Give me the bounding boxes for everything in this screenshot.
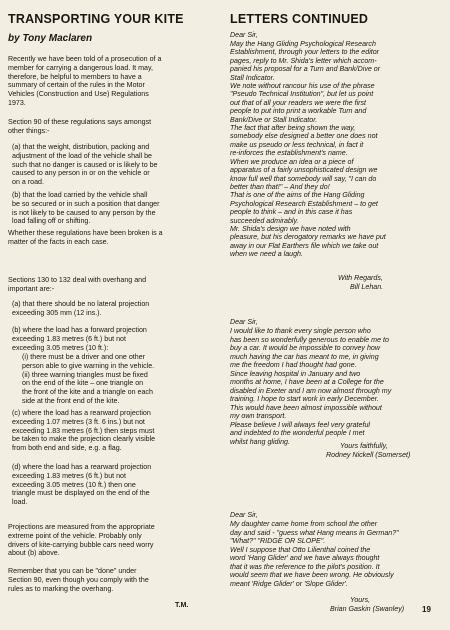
author-initials: T.M. xyxy=(175,601,189,609)
letter-3-closing: Yours, xyxy=(350,596,371,604)
paragraph-overhang-b: (b) where the load has a forward projection exceeding 1.83 metres (6 ft.) but not exceeding 3.05 metres (10 ft.): xyxy=(12,326,147,352)
letter-2-salutation: Dear Sir, xyxy=(230,318,258,326)
article-title: TRANSPORTING YOUR KITE xyxy=(8,12,184,26)
paragraph-overhang-d: (d) where the load has a rearward projection exceeding 1.83 metres (6 ft.) but not exceeding 3.05 metres (10 ft.) then one triangle must be displayed on the end of the load. xyxy=(12,463,152,507)
letter-2-signature: Rodney Nickell (Somerset) xyxy=(326,451,411,459)
paragraph-overhang-c: (c) where the load has a rearward projection exceeding 1.07 metres (3 ft. 6 ins.) but not exceeding 1.83 metres (6 ft.) then steps must be taken to make the projection clearly visible from both end and side, e.g. a flag. xyxy=(12,409,156,453)
letter-3-signature: Brian Gaskin (Swanley) xyxy=(330,605,405,613)
letter-3-salutation: Dear Sir, xyxy=(230,511,258,519)
paragraph-rule-a: (a) that the weight, distribution, packing and adjustment of the load of the vehicle shall be such that no danger is caused or is likely to be caused to any person in or on the vehicle or on a road. xyxy=(12,143,158,187)
letter-3-body: My daughter came home from school the other day and said - "guess what Hang means in German?" "What?" "RIDGE OR SLOPE". Well I suppose that Otto Lilienthal coined the word 'Hang Glider' and we have always thought that it was the reference to the pilot's position. It would seem that we have been wrong. He obviously meant 'Ridge Glider' or 'Slope Glider'. xyxy=(230,520,399,588)
page-number: 19 xyxy=(422,605,431,614)
paragraph-intro: Recently we have been told of a prosecution of a member for carrying a dangerous load. It may, therefore, be helpful to members to have a summary of certain of the rules in the Motor Vehicles (Construction and Use) Regulations 1973. xyxy=(8,55,162,107)
paragraph-overhang-b-items: (i) there must be a driver and one other person able to give warning in the vehicle. (ii) three warning triangles must be fixed on the end of the kite – one triangle on the front of the kite and a triangle on each side at the front end of the kite. xyxy=(22,353,155,405)
letter-2-body: I would like to thank every single person who has been so wonderfully generous to enable me to buy a car. It would be impossible to convey how much having the car has meant to me, in giving me the freedom I had thought had gone. Since leaving hospital in January and two months at home, I have been at a College for the disabled in Exeter and I am now almost through my training. I hope to start work in early December. This would have been almost impossible without my own transport. Please believe I will always feel very grateful and indebted to the wonderful people I met whilst hang gliding. xyxy=(230,327,392,446)
paragraph-rule-b: (b) that the load carried by the vehicle shall be so secured or in such a position that danger is not likely to be caused to any person by the load falling off or shifting. xyxy=(12,191,160,226)
letter-2-closing: Yours faithfully, xyxy=(340,442,388,450)
letter-1-salutation: Dear Sir, xyxy=(230,31,258,39)
letter-1-body: May the Hang Gliding Psychological Research Establishment, through your letters to the editor pages, reply to Mr. Shida's letter which accom- panied his proposal for a Turn and Bank/Dive or Stall Indicator. We note without rancour his use of the phrase "Pseudo Technical Institution", but let us point out that of all your readers we were the first people to put into print a workable Turn and Bank/Dive or Stall Indicator. The fact that after being shown the way, somebody else designed a better one does not make us pseudo or less technical, in fact it re-inforces the establishment's name. When we produce an idea or a piece of apparatus of a fairly unsophisticated design we know full well that somebody will say, "I can do better than that!" – And they do! That is one of the aims of the Hang Gliding Psychological Research Establishment – to get people to think – and in this case it has succeeded admirably. Mr. Shida's design we have noted with pleasure, but his derogatory remarks we have put away in our Flat Earthers file which we take out when we need a laugh. xyxy=(230,40,386,259)
article-byline: by Tony Maclaren xyxy=(8,33,93,44)
paragraph-facts: Whether these regulations have been broken is a matter of the facts in each case. xyxy=(8,229,163,246)
paragraph-projections: Projections are measured from the appropriate extreme point of the vehicle. Probably only drivers of kite-carrying bubble cars need worry about (b) above. xyxy=(8,523,155,558)
letter-1-closing: With Regards, xyxy=(338,274,383,282)
letters-title: LETTERS CONTINUED xyxy=(230,12,369,26)
paragraph-overhang-a: (a) that there should be no lateral projection exceeding 305 mm (12 ins.). xyxy=(12,300,150,317)
paragraph-remember: Remember that you can be "done" under Section 90, even though you comply with the rules as to marking the overhang. xyxy=(8,567,149,593)
paragraph-overhang: Sections 130 to 132 deal with overhang and important are:- xyxy=(8,276,147,293)
letter-1-signature: Bill Lehan. xyxy=(350,283,384,291)
paragraph-section-90: Section 90 of these regulations says amongst other things:- xyxy=(8,118,152,135)
